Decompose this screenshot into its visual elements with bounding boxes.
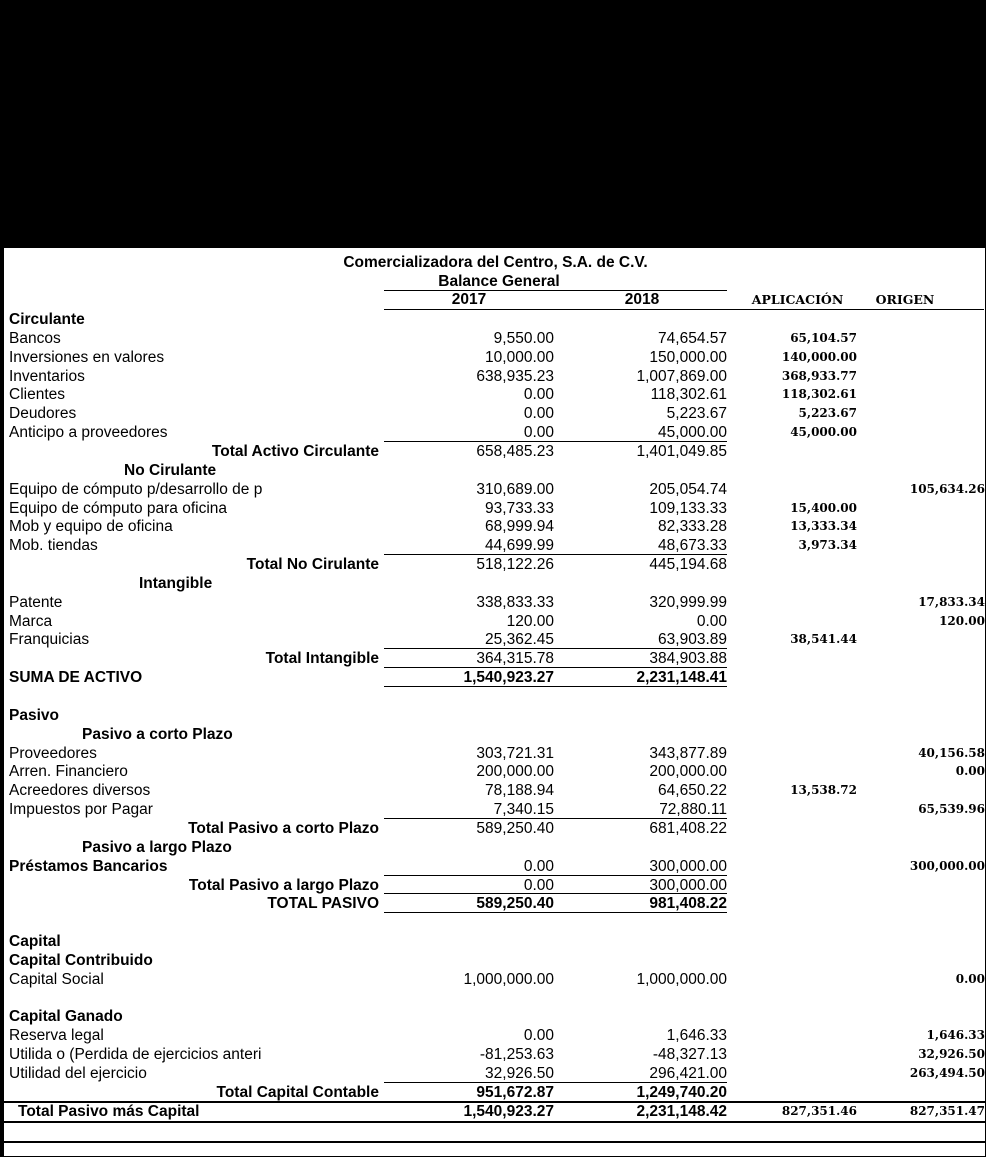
- row-label: TOTAL PASIVO: [267, 895, 379, 913]
- aplicacion-value: 140,000.00: [781, 349, 857, 364]
- row-label: Pasivo: [9, 706, 59, 724]
- table-row: [4, 1026, 986, 1045]
- underline: [384, 648, 727, 649]
- aplicacion-value: 368,933.77: [781, 368, 857, 383]
- row-label: Franquicias: [9, 631, 90, 649]
- value-2017: 10,000.00: [485, 348, 554, 366]
- table-row: [4, 819, 986, 838]
- row-label: Equipo de cómputo para oficina: [9, 499, 228, 517]
- underline: [4, 1121, 986, 1123]
- table-row: [4, 744, 986, 763]
- row-label: Total Intangible: [265, 650, 379, 668]
- header-row: [4, 290, 986, 309]
- row-label: Pasivo a largo Plazo: [82, 838, 232, 856]
- table-row: [4, 725, 986, 744]
- table-row: [4, 442, 986, 461]
- row-label: Circulante: [9, 311, 85, 328]
- underline: [384, 818, 727, 819]
- aplicacion-value: 13,538.72: [790, 783, 857, 798]
- origen-value: 120.00: [939, 613, 985, 628]
- value-2017: 1,540,923.27: [463, 1102, 554, 1120]
- value-2017: 310,689.00: [476, 480, 554, 498]
- table-row: [4, 367, 986, 386]
- table-row: [4, 517, 986, 536]
- table-row: [4, 951, 986, 970]
- aplicacion-value: 5,223.67: [798, 406, 857, 421]
- row-label: Deudores: [9, 405, 77, 423]
- underline: [384, 441, 727, 442]
- value-2018: 981,408.22: [649, 895, 727, 913]
- value-2018: 320,999.99: [649, 593, 727, 611]
- table-row: [4, 480, 986, 499]
- table-row: [4, 1007, 986, 1026]
- row-label: Utilidad del ejercicio: [9, 1065, 147, 1082]
- origen-value: 1,646.33: [926, 1028, 985, 1043]
- table-row: [4, 612, 986, 631]
- row-label: Inventarios: [9, 367, 85, 385]
- value-2017: 303,721.31: [476, 744, 554, 762]
- value-2018: 300,000.00: [649, 857, 727, 875]
- table-row: [4, 970, 986, 989]
- table-row: [4, 857, 986, 876]
- origen-value: 827,351.47: [909, 1103, 985, 1118]
- value-2018: 0.00: [696, 612, 727, 630]
- value-2018: 1,249,740.20: [636, 1083, 727, 1101]
- blank-row: [4, 989, 986, 1008]
- underline: [384, 1082, 727, 1083]
- row-label: Equipo de cómputo p/desarrollo de p: [9, 480, 263, 498]
- underline: [384, 667, 727, 668]
- table-row: [4, 838, 986, 857]
- origen-value: 263,494.50: [909, 1066, 985, 1080]
- table-row: [4, 329, 986, 348]
- table-row: [4, 1064, 986, 1083]
- underline: [4, 1141, 986, 1143]
- header-2018: 2018: [624, 291, 660, 308]
- value-2018: 82,333.28: [658, 518, 727, 536]
- row-label: Pasivo a corto Plazo: [82, 725, 233, 743]
- value-2018: 681,408.22: [649, 819, 727, 837]
- row-label: Bancos: [9, 329, 61, 347]
- value-2017: 9,550.00: [493, 329, 554, 347]
- value-2018: 45,000.00: [658, 424, 727, 442]
- row-label: Capital: [9, 933, 61, 951]
- value-2017: 364,315.78: [476, 650, 554, 668]
- row-label: Inversiones en valores: [9, 348, 165, 366]
- origen-value: 17,833.34: [918, 594, 985, 609]
- value-2017: 1,000,000.00: [463, 970, 554, 988]
- table-row: [4, 649, 986, 668]
- value-2017: 78,188.94: [485, 782, 554, 800]
- value-2018: 118,302.61: [650, 386, 727, 404]
- row-label: Proveedores: [9, 744, 97, 762]
- value-2017: 32,926.50: [485, 1065, 554, 1082]
- aplicacion-value: 15,400.00: [790, 500, 857, 515]
- table-row: [4, 668, 986, 687]
- underline: [384, 554, 727, 555]
- aplicacion-value: 13,333.34: [790, 519, 857, 534]
- row-label: Total No Cirulante: [246, 556, 379, 574]
- value-2017: 0.00: [523, 876, 554, 894]
- table-row: [4, 404, 986, 423]
- value-2017: 68,999.94: [485, 518, 554, 536]
- row-label: Capital Ganado: [9, 1008, 123, 1026]
- table-row: [4, 310, 986, 329]
- value-2017: 0.00: [523, 857, 554, 875]
- value-2018: 2,231,148.41: [636, 669, 727, 687]
- table-row: [4, 536, 986, 555]
- value-2018: 1,646.33: [666, 1027, 727, 1045]
- value-2018: 200,000.00: [649, 763, 727, 781]
- value-2017: 120.00: [506, 612, 554, 630]
- origen-value: 65,539.96: [918, 802, 985, 817]
- row-label: Clientes: [9, 386, 65, 404]
- table-row: [4, 423, 986, 442]
- company-name: Comercializadora del Centro, S.A. de C.V.: [343, 254, 648, 271]
- value-2017: 0.00: [523, 405, 554, 423]
- header-2017: 2017: [451, 291, 487, 308]
- origen-value: 40,156.58: [918, 745, 985, 760]
- row-label: Total Activo Circulante: [211, 442, 379, 460]
- row-label: Total Pasivo a largo Plazo: [188, 876, 379, 894]
- header-aplicacion: APLICACIÓN: [751, 292, 844, 307]
- value-2018: 150,000.00: [649, 348, 727, 366]
- value-2017: 7,340.15: [493, 801, 554, 819]
- aplicacion-value: 45,000.00: [790, 425, 857, 440]
- table-row: [4, 800, 986, 819]
- value-2018: 63,903.89: [658, 631, 727, 649]
- value-2017: 658,485.23: [476, 442, 554, 460]
- row-label: Mob y equipo de oficina: [9, 518, 173, 536]
- row-label: Patente: [9, 593, 63, 611]
- value-2018: 2,231,148.42: [636, 1102, 727, 1120]
- table-row: [4, 593, 986, 612]
- value-2017: 518,122.26: [476, 556, 554, 574]
- value-2018: 1,007,869.00: [636, 367, 727, 385]
- value-2018: 343,877.89: [649, 744, 727, 762]
- value-2018: 109,133.33: [649, 499, 727, 517]
- origen-value: 105,634.26: [909, 481, 985, 496]
- underline: [384, 893, 727, 894]
- value-2018: 445,194.68: [649, 556, 727, 574]
- table-row: [4, 762, 986, 781]
- table-row: [4, 461, 986, 480]
- table-row: [4, 348, 986, 367]
- aplicacion-value: 38,541.44: [790, 632, 857, 647]
- row-label: Acreedores diversos: [9, 782, 151, 800]
- table-row: [4, 555, 986, 574]
- row-label: Total Pasivo a corto Plazo: [188, 819, 379, 837]
- table-row: [4, 385, 986, 404]
- value-2017: 93,733.33: [485, 499, 554, 517]
- value-2017: 44,699.99: [485, 537, 554, 555]
- origen-value: 0.00: [955, 764, 985, 779]
- value-2017: 1,540,923.27: [463, 669, 554, 687]
- table-row: [4, 1102, 986, 1121]
- value-2018: 296,421.00: [649, 1065, 727, 1082]
- value-2018: 300,000.00: [649, 876, 727, 894]
- value-2017: 951,672.87: [476, 1083, 554, 1101]
- origen-value: 0.00: [955, 971, 985, 986]
- row-label: Reserva legal: [9, 1027, 104, 1045]
- origen-value: 32,926.50: [918, 1047, 985, 1062]
- row-label: Préstamos Bancarios: [9, 857, 168, 875]
- report-title: Balance General: [438, 273, 560, 290]
- aplicacion-value: 827,351.46: [781, 1103, 857, 1118]
- row-label: Anticipo a proveedores: [9, 424, 168, 442]
- aplicacion-value: 118,302.61: [781, 387, 857, 402]
- row-label: Total Pasivo más Capital: [18, 1102, 200, 1120]
- blank-row: [4, 687, 986, 706]
- table-row: [4, 894, 986, 913]
- row-label: Mob. tiendas: [9, 537, 98, 555]
- row-label: Arren. Financiero: [9, 763, 128, 781]
- value-2018: 48,673.33: [658, 537, 727, 555]
- value-2018: 205,054.74: [649, 480, 727, 498]
- value-2018: 5,223.67: [666, 405, 727, 423]
- header-origen: ORIGEN: [875, 292, 935, 307]
- value-2017: 0.00: [523, 386, 554, 404]
- balance-sheet: [3, 247, 986, 1157]
- row-label: Intangible: [139, 574, 213, 592]
- value-2017: 25,362.45: [485, 631, 554, 649]
- table-row: [4, 1083, 986, 1102]
- table-row: [4, 574, 986, 593]
- row-label: Total Capital Contable: [216, 1083, 379, 1101]
- aplicacion-value: 65,104.57: [790, 330, 857, 345]
- value-2018: 64,650.22: [658, 782, 727, 800]
- value-2018: 384,903.88: [649, 650, 727, 668]
- value-2018: 1,401,049.85: [636, 442, 727, 460]
- row-label: Capital Contribuido: [9, 951, 153, 969]
- value-2017: -81,253.63: [479, 1046, 554, 1064]
- value-2018: 1,000,000.00: [636, 970, 727, 988]
- value-2017: 0.00: [523, 1027, 554, 1045]
- table-row: [4, 1045, 986, 1064]
- blank-row: [4, 913, 986, 932]
- value-2017: 638,935.23: [476, 367, 554, 385]
- underline: [4, 1101, 986, 1103]
- value-2017: 589,250.40: [476, 895, 554, 913]
- row-label: Capital Social: [9, 970, 104, 988]
- value-2017: 338,833.33: [476, 593, 554, 611]
- row-label: Marca: [9, 612, 53, 630]
- aplicacion-value: 3,973.34: [798, 538, 857, 553]
- row-label: No Cirulante: [124, 461, 217, 479]
- row-label: Utilida o (Perdida de ejercicios anteri: [9, 1046, 262, 1064]
- report-title-row: [4, 272, 986, 291]
- value-2017: 200,000.00: [476, 763, 554, 781]
- row-label: SUMA DE ACTIVO: [9, 669, 143, 687]
- value-2017: 0.00: [523, 424, 554, 442]
- table-row: [4, 706, 986, 725]
- row-label: Impuestos por Pagar: [9, 801, 153, 819]
- value-2018: 74,654.57: [658, 329, 727, 347]
- underline: [384, 875, 727, 876]
- table-row: [4, 630, 986, 649]
- table-row: [4, 781, 986, 800]
- table-row: [4, 499, 986, 518]
- table-row: [4, 876, 986, 895]
- origen-value: 300,000.00: [909, 858, 985, 873]
- table-row: [4, 932, 986, 951]
- value-2018: 72,880.11: [659, 801, 727, 819]
- value-2017: 589,250.40: [476, 819, 554, 837]
- value-2018: -48,327.13: [652, 1046, 727, 1064]
